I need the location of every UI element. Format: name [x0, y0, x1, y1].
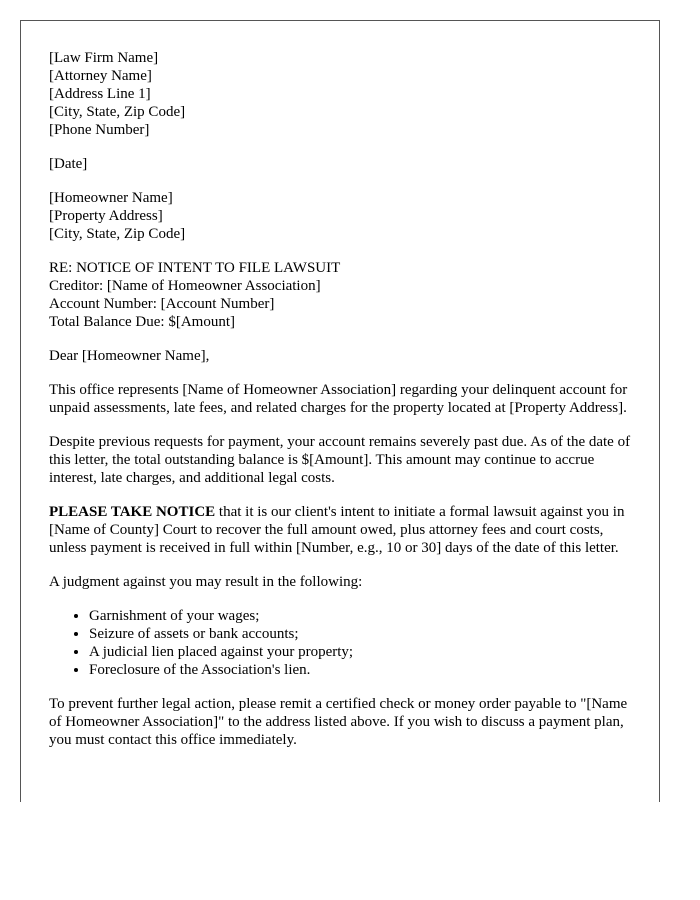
creditor-line: Creditor: [Name of Homeowner Association] [49, 278, 321, 294]
balance-line: Total Balance Due: $[Amount] [49, 314, 235, 330]
account-number-line: Account Number: [Account Number] [49, 296, 275, 312]
notice-text: that it is our client's intent to initiate a formal lawsuit against you in [Name of County] Court to recover the full amount owed, plus attorney fees and court costs, unless payment is received in full within [Number, e.g., 10 or 30] days of the date of this letter. [49, 504, 625, 556]
sender-phone: [Phone Number] [49, 122, 150, 138]
paragraph-past-due: Despite previous requests for payment, your account remains severely past due. As of the date of this letter, the total outstanding balance is $[Amount]. This amount may continue to accrue interest, late charges, and additional legal costs. [49, 434, 631, 486]
letter-date: [Date] [49, 156, 88, 172]
reference-block [49, 259, 641, 331]
sender-block [49, 49, 641, 139]
salutation: Dear [Homeowner Name], [49, 348, 210, 364]
letter-page [20, 20, 660, 802]
paragraph-remit: To prevent further legal action, please remit a certified check or money order payable to "[Name of Homeowner Association]" to the address listed above. If you wish to discuss a payment plan, you must contact this office immediately. [49, 696, 628, 748]
paragraph-notice [49, 503, 641, 557]
list-item: • Foreclosure of the Association's lien. [89, 661, 641, 679]
list-item: • Garnishment of your wages; [89, 607, 641, 625]
sender-city-state-zip: [City, State, Zip Code] [49, 104, 186, 120]
re-line: RE: NOTICE OF INTENT TO FILE LAWSUIT [49, 260, 341, 276]
recipient-property-address: [Property Address] [49, 208, 163, 224]
sender-address-line1: [Address Line 1] [49, 86, 151, 102]
consequences-list [49, 607, 641, 679]
attorney-name: [Attorney Name] [49, 68, 152, 84]
letter-body [49, 49, 641, 765]
list-item: • A judicial lien placed against your property; [89, 643, 641, 661]
recipient-name: [Homeowner Name] [49, 190, 173, 206]
paragraph-judgment-intro: A judgment against you may result in the following: [49, 574, 363, 590]
notice-emphasis: PLEASE TAKE NOTICE [49, 504, 216, 520]
recipient-city-state-zip: [City, State, Zip Code] [49, 226, 186, 242]
list-item: • Seizure of assets or bank accounts; [89, 625, 641, 643]
recipient-block [49, 189, 641, 243]
date-block [49, 155, 641, 173]
law-firm-name: [Law Firm Name] [49, 50, 159, 66]
paragraph-representation: This office represents [Name of Homeowner Association] regarding your delinquent account for unpaid assessments, late fees, and related charges for the property located at [Property Address]. [49, 382, 628, 416]
